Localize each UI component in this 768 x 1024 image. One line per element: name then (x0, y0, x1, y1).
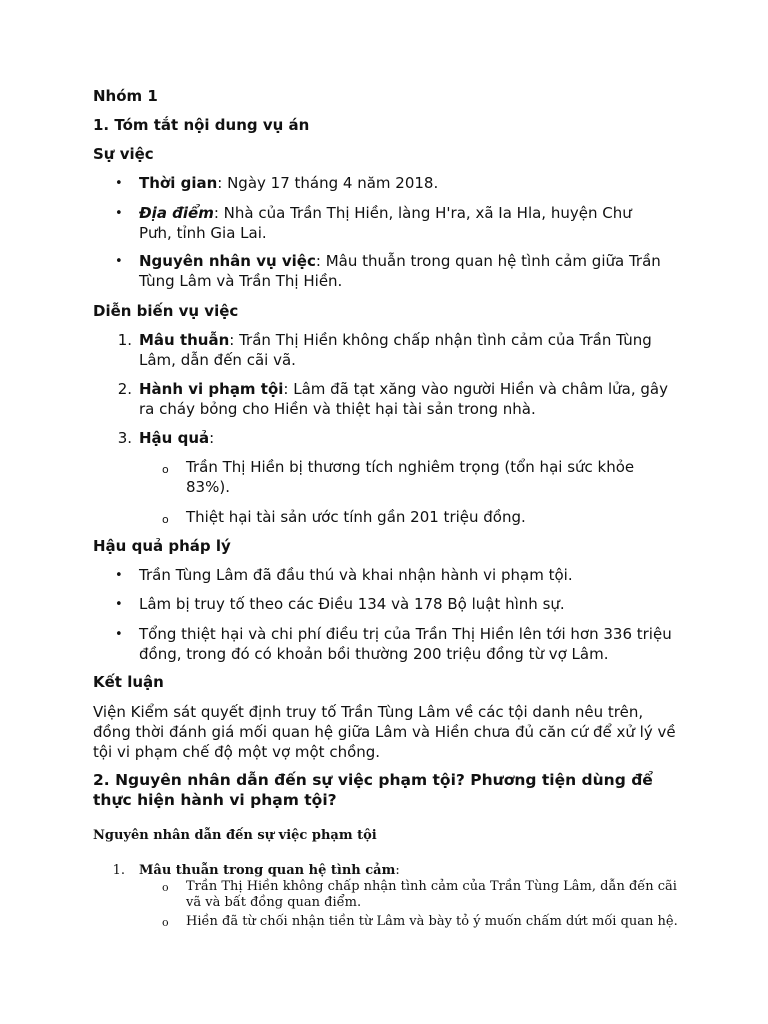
list-item: Mâu thuẫn trong quan hệ tình cảm: (139, 863, 400, 878)
group-heading: Nhóm 1 (93, 87, 158, 105)
bullet-marker: • (115, 254, 123, 269)
bullet-marker: • (115, 597, 123, 612)
bullet-marker: • (115, 627, 123, 642)
sub-list-item: Thiệt hại tài sản ước tính gần 201 triệu đồng. (186, 508, 526, 526)
conclusion-text: Viện Kiểm sát quyết định truy tố Trần Tùng Lâm về các tội danh nêu trên, đồng thời đánh giá mối quan hệ giữa Lâm và Hiền chưa đủ căn cứ để xử lý về tội vi phạm chế độ một vợ một chồng. (93, 703, 676, 761)
bullet-marker: • (115, 568, 123, 583)
list-item: Trần Tùng Lâm đã đầu thú và khai nhận hành vi phạm tội. (139, 566, 573, 584)
list-item: Thời gian: Ngày 17 tháng 4 năm 2018. (139, 174, 439, 192)
circle-marker: o (162, 513, 169, 526)
sub-list-item: Hiền đã từ chối nhận tiền từ Lâm và bày tỏ ý muốn chấm dứt mối quan hệ. (186, 914, 678, 929)
conclusion-heading: Kết luận (93, 673, 164, 691)
list-number: 3. (117, 429, 132, 447)
list-item: Địa điểm: Nhà của Trần Thị Hiền, làng H'ra, xã Ia Hla, huyện Chư Pưh, tỉnh Gia Lai. (139, 204, 632, 242)
bullet-marker: • (115, 206, 123, 221)
legal-heading: Hậu quả pháp lý (93, 537, 231, 555)
list-item: Nguyên nhân vụ việc: Mâu thuẫn trong quan hệ tình cảm giữa Trần Tùng Lâm và Trần Thị Hiền. (139, 252, 661, 290)
list-item: Mâu thuẫn: Trần Thị Hiền không chấp nhận tình cảm của Trần Tùng Lâm, dẫn đến cãi vã. (139, 331, 652, 369)
sub-list-item: Trần Thị Hiền bị thương tích nghiêm trọng (tổn hại sức khỏe 83%). (186, 458, 635, 496)
developments-heading: Diễn biến vụ việc (93, 302, 239, 320)
circle-marker: o (162, 916, 169, 929)
circle-marker: o (162, 881, 169, 894)
list-item: Tổng thiệt hại và chi phí điều trị của Trần Thị Hiền lên tới hơn 336 triệu đồng, trong đó có khoản bồi thường 200 triệu đồng từ vợ Lâm. (139, 625, 672, 663)
bullet-marker: • (115, 176, 123, 191)
list-item: Hậu quả: (139, 429, 215, 447)
list-item: Hành vi phạm tội: Lâm đã tạt xăng vào người Hiền và châm lửa, gây ra cháy bỏng cho Hiền và thiệt hại tài sản trong nhà. (139, 380, 668, 418)
sub-list-item: Trần Thị Hiền không chấp nhận tình cảm của Trần Tùng Lâm, dẫn đến cãi vã và bất đồng quan điểm. (186, 879, 677, 910)
facts-heading: Sự việc (93, 145, 154, 163)
list-number: 1. (117, 331, 132, 349)
circle-marker: o (162, 463, 169, 476)
section2-subheading: Nguyên nhân dẫn đến sự việc phạm tội (93, 828, 377, 843)
list-item: Lâm bị truy tố theo các Điều 134 và 178 Bộ luật hình sự. (139, 595, 565, 613)
list-number: 1. (112, 863, 125, 878)
list-number: 2. (117, 380, 132, 398)
section2-title: 2. Nguyên nhân dẫn đến sự việc phạm tội? Phương tiện dùng để thực hiện hành vi phạm tội? (93, 771, 653, 809)
section1-title: 1. Tóm tắt nội dung vụ án (93, 116, 310, 134)
